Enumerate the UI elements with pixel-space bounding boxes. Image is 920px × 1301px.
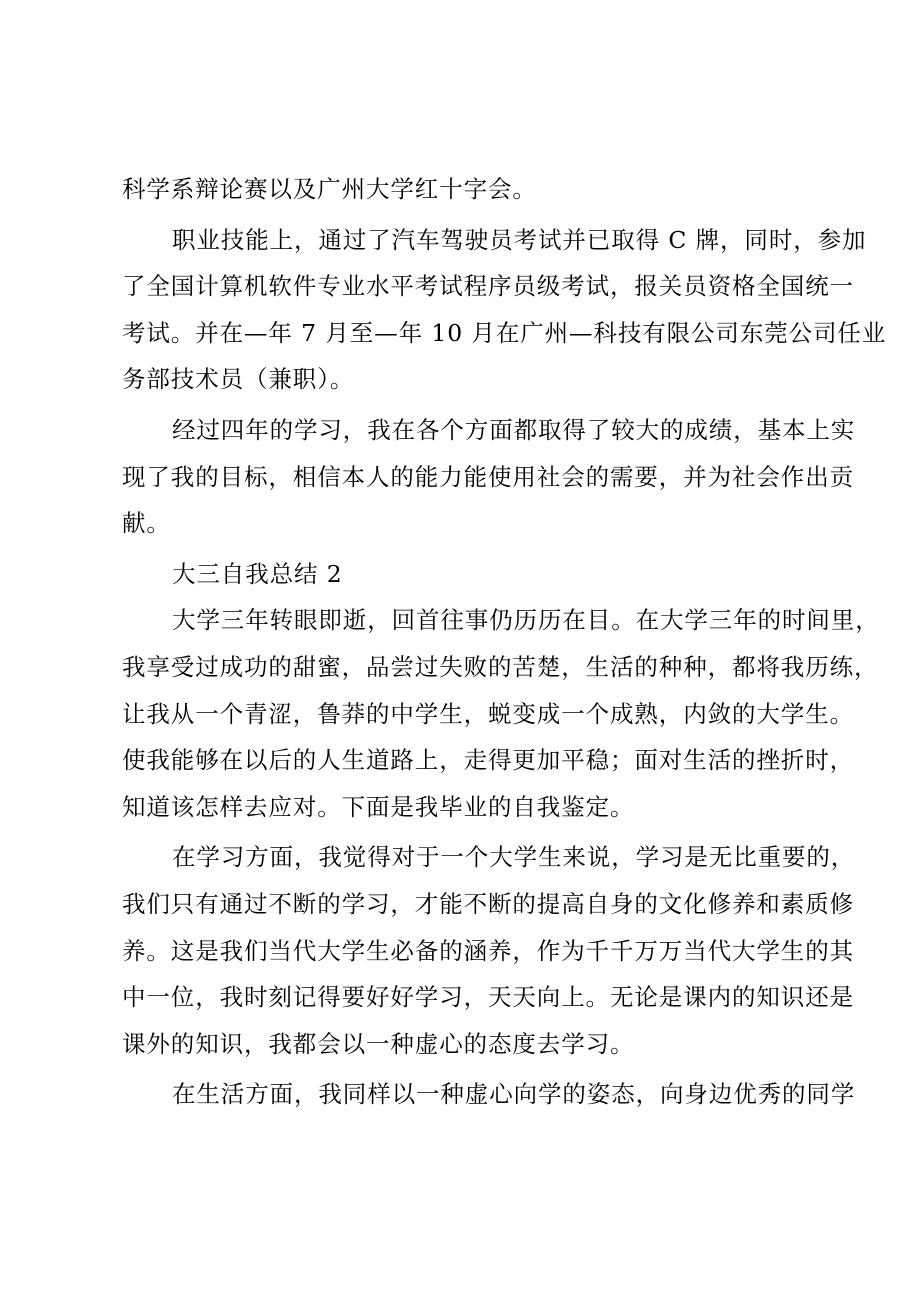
text-line: 使我能够在以后的人生道路上，走得更加平稳；面对生活的挫折时， [122, 746, 854, 775]
paragraph-study [122, 834, 856, 1067]
paragraph-red-cross [122, 166, 827, 213]
text-line: 现了我的目标，相信本人的能力能使用社会的需要，并为社会作出贡 [122, 462, 854, 491]
text-line: 了全国计算机软件专业水平考试程序员级考试，报关员资格全国统一 [122, 272, 854, 301]
text-line: 经过四年的学习，我在各个方面都取得了较大的成绩，基本上实 [172, 415, 856, 444]
text-line: 课外的知识，我都会以一种虚心的态度去学习。 [122, 1029, 635, 1058]
text-line: 让我从一个青涩，鲁莽的中学生，蜕变成一个成熟，内敛的大学生。 [122, 699, 854, 728]
text-line: 养。这是我们当代大学生必备的涵养，作为千千万万当代大学生的其 [122, 936, 854, 965]
section-title: 大三自我总结 2 [172, 559, 343, 588]
text-line: 考试。并在—年 7 月至—年 10 月在广州—科技有限公司东莞公司任业 [122, 318, 887, 347]
text-line: 献。 [122, 509, 171, 538]
document-body [122, 166, 887, 1118]
text-line: 职业技能上，通过了汽车驾驶员考试并已取得 C 牌，同时，参加 [172, 225, 867, 254]
text-line: 中一位，我时刻记得要好好学习，天天向上。无论是课内的知识还是 [122, 983, 854, 1012]
paragraph-vocational-skills [122, 217, 887, 403]
text-line: 在生活方面，我同样以一种虚心向学的姿态，向身边优秀的同学 [172, 1080, 856, 1109]
text-line: 知道该怎样去应对。下面是我毕业的自我鉴定。 [122, 792, 635, 821]
text-line: 大学三年转眼即逝，回首往事仍历历在目。在大学三年的时间里， [172, 606, 880, 635]
paragraph-three-years [122, 597, 880, 830]
paragraph-life [122, 1071, 856, 1118]
section-heading [122, 551, 827, 598]
text-line: 我们只有通过不断的学习，才能不断的提高自身的文化修养和素质修 [122, 889, 854, 918]
paragraph-four-years [122, 407, 856, 547]
text-line: 科学系辩论赛以及广州大学红十字会。 [122, 175, 537, 203]
text-line: 务部技术员（兼职）。 [122, 365, 355, 394]
text-line: 在学习方面，我觉得对于一个大学生来说，学习是无比重要的， [172, 843, 856, 872]
text-line: 我享受过成功的甜蜜，品尝过失败的苦楚，生活的种种，都将我历练， [122, 652, 879, 681]
